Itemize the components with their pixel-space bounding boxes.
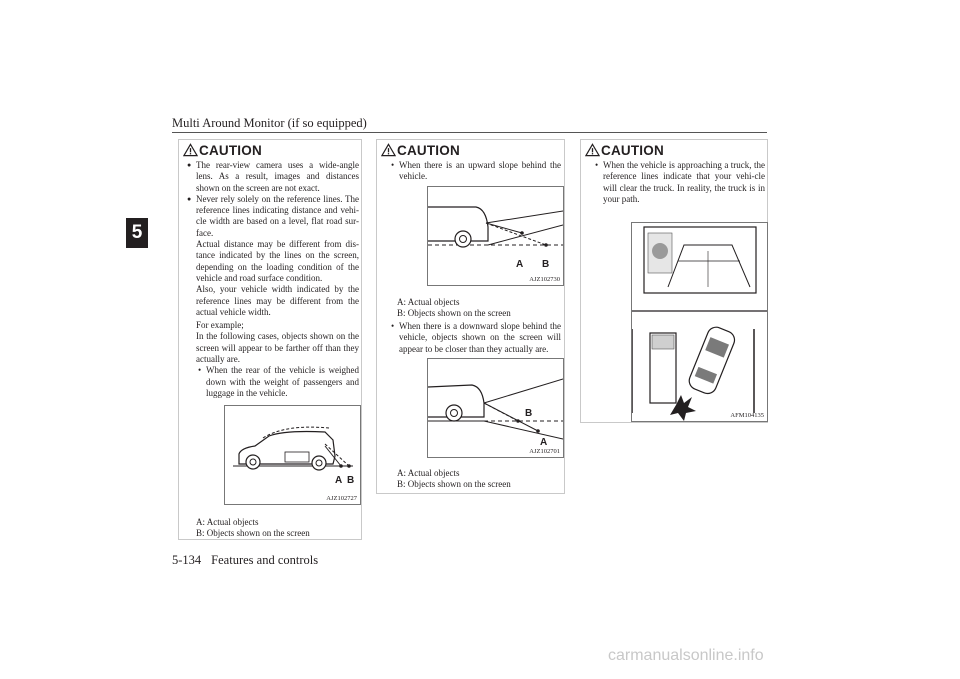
- caution-heading: [381, 142, 564, 158]
- watermark: carmanualsonline.info: [608, 647, 764, 664]
- dash-item: • When there is an upward slope behind the vehicle.: [389, 160, 561, 183]
- legend-a: A: Actual objects: [196, 517, 259, 527]
- paragraph: Also, your vehicle width indicated by the reference lines may be different from the actual vehicle width.: [196, 284, 359, 317]
- figure-label-b: B: [525, 408, 533, 419]
- bullet-item: ● Never rely solely on the reference lines. The reference lines indicating distance and vehi-cle width are based on a level, flat road sur-face.: [185, 194, 359, 239]
- car-weighed-illustration: [225, 406, 360, 504]
- footer-section: Features and controls: [211, 553, 319, 567]
- page-number: 5-134: [172, 553, 202, 567]
- dash-item: • When there is a downward slope behind the vehicle, objects shown on the screen will appear to be closer than they actually are.: [389, 321, 561, 355]
- caution-text-3: [593, 160, 765, 205]
- figure-code: AJZ102730: [529, 276, 560, 283]
- caution-panel-3: [580, 139, 768, 423]
- dash-item: • When the rear of the vehicle is weighed down with the weight of passengers and luggage in the vehicle.: [196, 365, 359, 399]
- upward-slope-illustration: [428, 187, 563, 285]
- figure-label-a: A: [335, 475, 343, 486]
- caution-label: CAUTION: [199, 142, 262, 158]
- header-rule: [172, 132, 767, 133]
- figure-label-b: B: [542, 259, 550, 270]
- warning-triangle-icon: [585, 143, 600, 157]
- figure-code: AFM104135: [730, 412, 764, 419]
- figure-label-a: A: [516, 259, 524, 270]
- paragraph: For example;: [196, 320, 244, 331]
- figure-label-b: B: [347, 475, 355, 486]
- figure-legend: [397, 468, 562, 491]
- chapter-tab: 5: [126, 218, 148, 248]
- paragraph: In the following cases, objects shown on the screen will appear to be farther off than they actually are.: [196, 331, 359, 365]
- figure-legend: [196, 517, 356, 540]
- header-title: Multi Around Monitor (if so equipped): [172, 116, 367, 130]
- dash-item: • When the vehicle is approaching a truck, the reference lines indicate that your vehi-cle will clear the truck. In reality, the truck is in your path.: [593, 160, 765, 205]
- warning-triangle-icon: [381, 143, 396, 157]
- paragraph: Actual distance may be different from dis-tance indicated by the lines on the screen, depending on the loading condition of the vehicle and road surface condition.: [196, 239, 359, 283]
- caution-text-2b: [389, 321, 561, 355]
- legend-a: A: Actual objects: [397, 297, 460, 307]
- figure-code: AJZ102727: [326, 495, 357, 502]
- downward-slope-illustration: [428, 359, 563, 457]
- caution-text-1: [185, 160, 359, 399]
- truck-approach-illustration: [632, 223, 767, 421]
- figure-truck-approach: [631, 222, 768, 422]
- dash-item-wrap: [185, 365, 359, 399]
- figure-legend: [397, 297, 562, 320]
- caution-label: CAUTION: [397, 142, 460, 158]
- figure-downward-slope: [427, 358, 564, 458]
- figure-rear-weighed: [224, 405, 361, 505]
- warning-triangle-icon: [183, 143, 198, 157]
- legend-a: A: Actual objects: [397, 468, 460, 478]
- caution-heading: [585, 142, 767, 158]
- figure-code: AJZ102701: [529, 448, 560, 455]
- caution-text-2a: [389, 160, 561, 183]
- caution-panel-1: [178, 139, 362, 540]
- page-footer: [172, 553, 318, 568]
- figure-upward-slope: [427, 186, 564, 286]
- legend-b: B: Objects shown on the screen: [397, 479, 511, 490]
- caution-panel-2: [376, 139, 565, 494]
- caution-heading: [183, 142, 361, 158]
- bullet-item: ● The rear-view camera uses a wide-angle lens. As a result, images and distances shown on the screen are not exact.: [185, 160, 359, 194]
- figure-label-a: A: [540, 437, 548, 448]
- legend-b: B: Objects shown on the screen: [397, 308, 511, 319]
- caution-label: CAUTION: [601, 142, 664, 158]
- legend-b: B: Objects shown on the screen: [196, 528, 310, 539]
